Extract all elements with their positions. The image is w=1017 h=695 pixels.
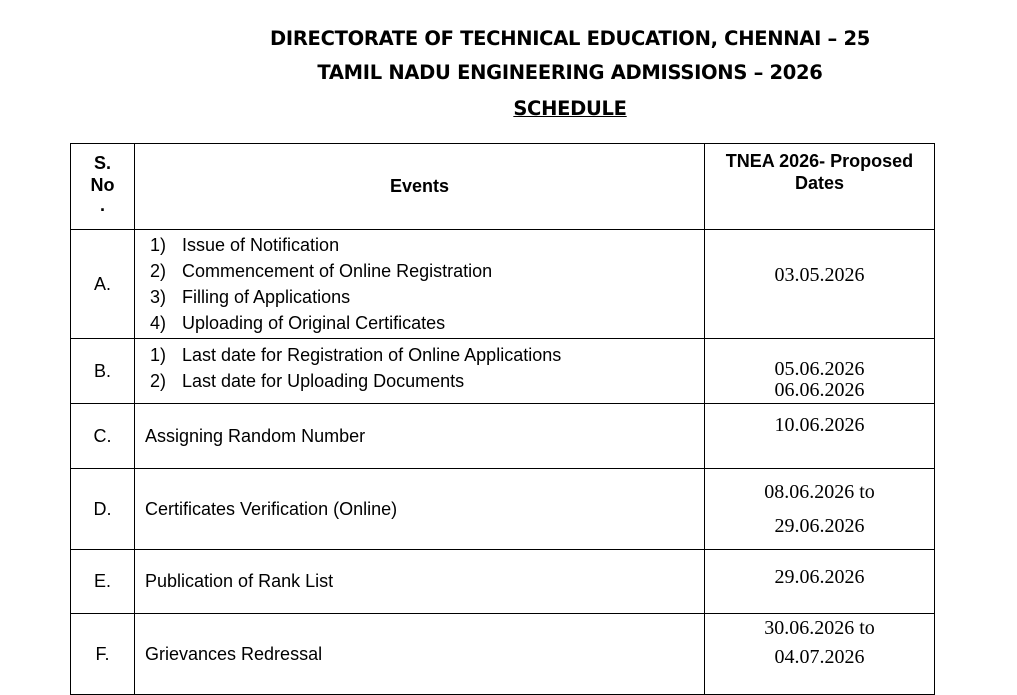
date-text: 06.06.2026 (774, 379, 865, 401)
date-text: 29.06.2026 (774, 515, 865, 537)
header-sno (71, 144, 135, 230)
header-dates-line2: Dates (794, 173, 845, 193)
row-sno: E. (71, 550, 135, 614)
row-dates (705, 614, 935, 695)
header-sno-line1: S. (93, 153, 111, 173)
row-sno: D. (71, 469, 135, 550)
event-list (145, 342, 704, 394)
table-row (71, 614, 935, 695)
list-item (145, 310, 704, 336)
table-header-row (71, 144, 935, 230)
header-dates (705, 144, 935, 230)
event-text: Commencement of Online Registration (182, 261, 493, 281)
list-item (145, 284, 704, 310)
item-number: 1) (150, 235, 167, 255)
date-text: 04.07.2026 (774, 646, 865, 668)
row-sno: F. (71, 614, 135, 695)
event-text: Last date for Uploading Documents (182, 371, 465, 391)
document-subtitle: TAMIL NADU ENGINEERING ADMISSIONS – 2026 (317, 61, 823, 84)
header-sno-line3: . (99, 195, 105, 215)
list-item (145, 232, 704, 258)
row-event: Certificates Verification (Online) (135, 469, 705, 550)
row-event: Assigning Random Number (135, 404, 705, 469)
row-sno: C. (71, 404, 135, 469)
schedule-heading: SCHEDULE (513, 97, 627, 120)
item-number: 2) (150, 371, 167, 391)
table-row (71, 469, 935, 550)
item-number: 4) (150, 313, 167, 333)
item-number: 3) (150, 287, 167, 307)
item-number: 1) (150, 345, 167, 365)
list-item (145, 368, 704, 394)
date-text: 08.06.2026 to (764, 481, 875, 503)
item-number: 2) (150, 261, 167, 281)
list-item (145, 342, 704, 368)
row-sno: B. (71, 339, 135, 404)
date-text: 30.06.2026 to (764, 617, 875, 639)
event-text: Last date for Registration of Online Applications (182, 345, 562, 365)
table-row (71, 550, 935, 614)
row-event: Publication of Rank List (135, 550, 705, 614)
header-events: Events (135, 144, 705, 230)
date-text: 03.05.2026 (774, 264, 865, 286)
row-dates (705, 469, 935, 550)
event-list (145, 232, 704, 336)
table-row (71, 339, 935, 404)
row-dates (705, 339, 935, 404)
row-events (135, 230, 705, 339)
table-row (71, 404, 935, 469)
list-item (145, 258, 704, 284)
event-text: Filling of Applications (182, 287, 351, 307)
row-sno: A. (71, 230, 135, 339)
row-events (135, 339, 705, 404)
date-text: 05.06.2026 (774, 358, 865, 380)
date-text: 10.06.2026 (774, 414, 865, 436)
row-dates (705, 404, 935, 469)
row-dates (705, 550, 935, 614)
header-dates-line1: TNEA 2026- Proposed (725, 151, 914, 171)
schedule-table (70, 143, 935, 695)
event-text: Issue of Notification (182, 235, 340, 255)
row-event: Grievances Redressal (135, 614, 705, 695)
table-row (71, 230, 935, 339)
row-dates (705, 230, 935, 339)
document-title: DIRECTORATE OF TECHNICAL EDUCATION, CHENNAI – 25 (270, 27, 870, 50)
header-sno-line2: No (90, 175, 115, 195)
date-text: 29.06.2026 (774, 566, 865, 588)
event-text: Uploading of Original Certificates (182, 313, 446, 333)
